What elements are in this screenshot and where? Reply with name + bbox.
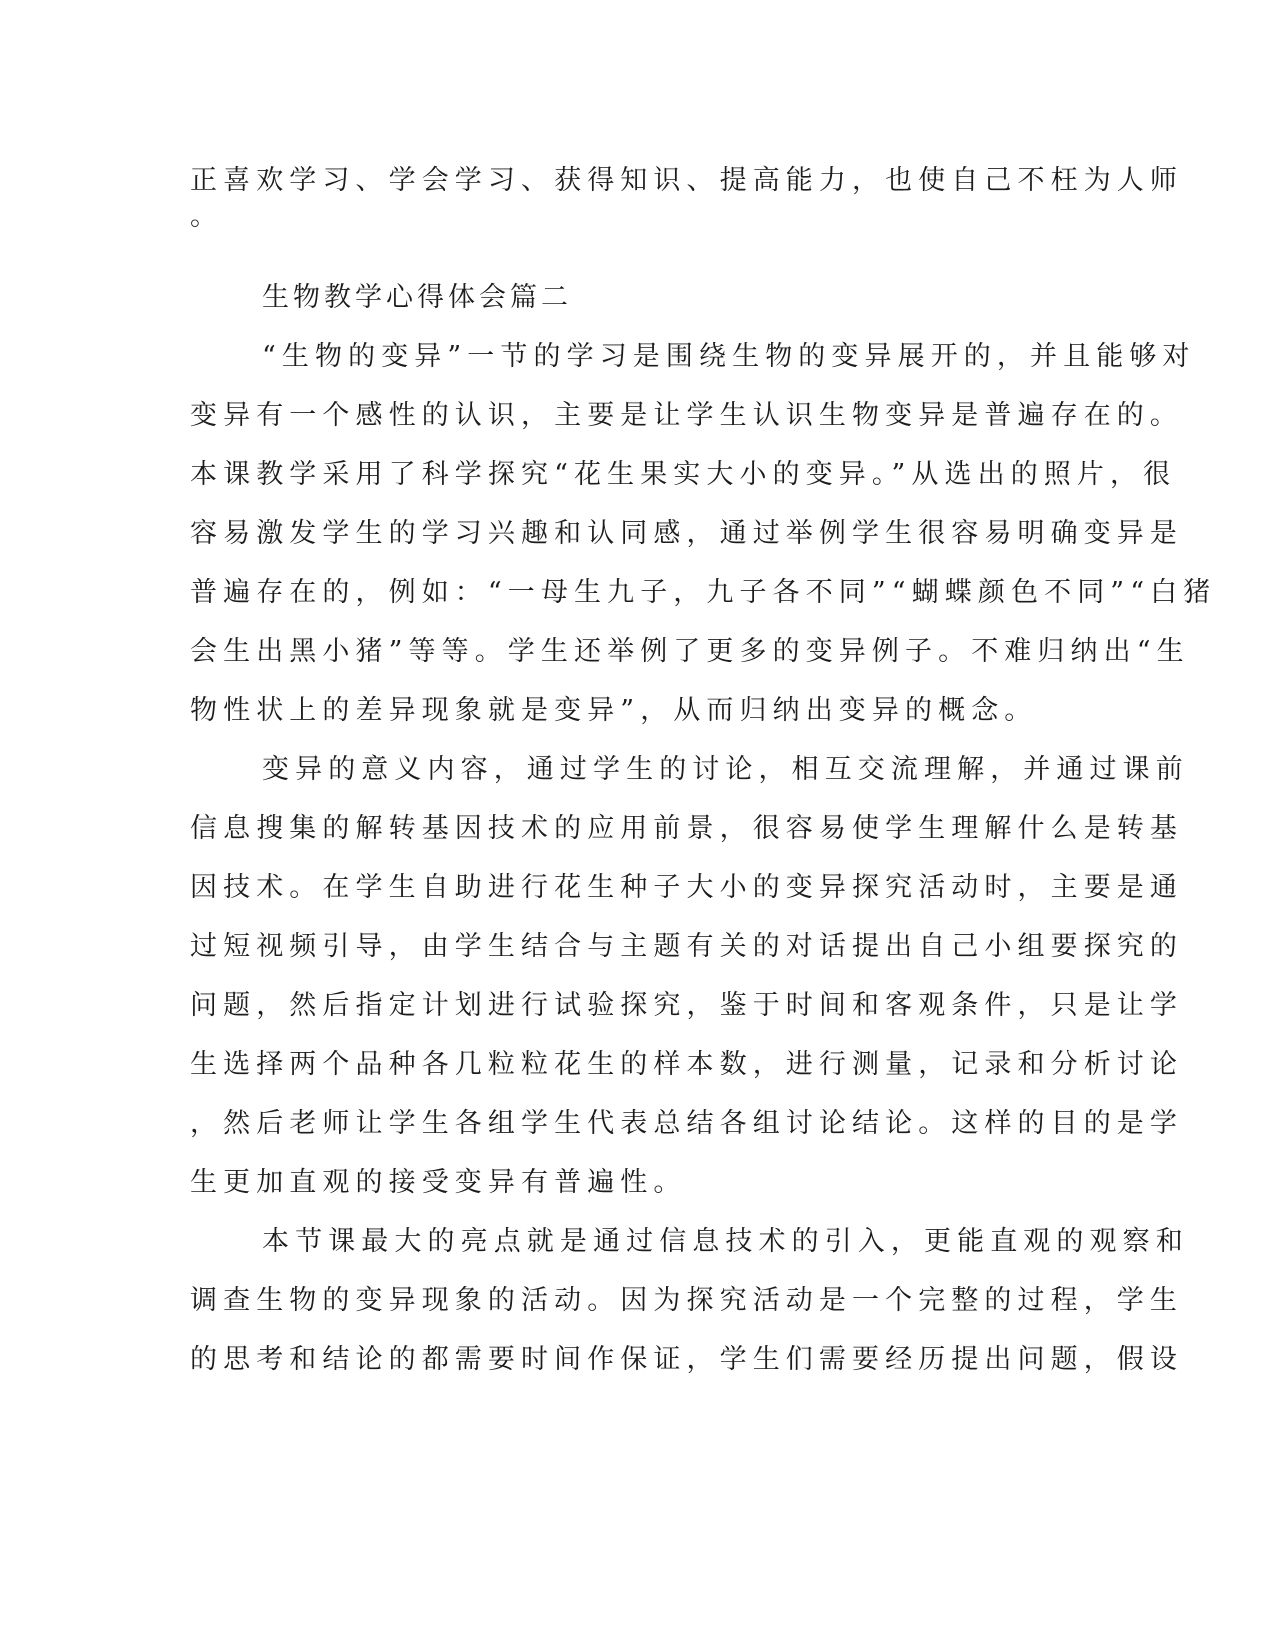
body-text-line: 容易激发学生的学习兴趣和认同感，通过举例学生很容易明确变异是 [190,518,1183,549]
body-text-line: 生更加直观的接受变异有普遍性。 [190,1167,687,1198]
body-text-line: 。 [190,201,224,232]
section-heading: 生物教学心得体会篇二 [262,282,572,313]
body-text-line: 本节课最大的亮点就是通过信息技术的引入，更能直观的观察和 [262,1226,1189,1257]
body-text-line: 变异有一个感性的认识，主要是让学生认识生物变异是普遍存在的。 [190,400,1183,431]
body-text-line: 因技术。在学生自助进行花生种子大小的变异探究活动时，主要是通 [190,872,1183,903]
body-text-line: ，然后老师让学生各组学生代表总结各组讨论结论。这样的目的是学 [190,1108,1183,1139]
body-text-line: 正喜欢学习、学会学习、获得知识、提高能力，也使自己不枉为人师 [190,165,1183,196]
body-text-line: 信息搜集的解转基因技术的应用前景，很容易使学生理解什么是转基 [190,813,1183,844]
body-text-line: 调查生物的变异现象的活动。因为探究活动是一个完整的过程，学生 [190,1285,1183,1316]
body-text-line: 物性状上的差异现象就是变异”，从而归纳出变异的概念。 [190,695,1038,726]
body-text-line: 普遍存在的，例如：“一母生九子，九子各不同”“蝴蝶颜色不同”“白猪 [190,577,1217,608]
body-text-line: 生选择两个品种各几粒粒花生的样本数，进行测量，记录和分析讨论 [190,1049,1183,1080]
body-text-line: 变异的意义内容，通过学生的讨论，相互交流理解，并通过课前 [262,754,1189,785]
body-text-line: 过短视频引导，由学生结合与主题有关的对话提出自己小组要探究的 [190,931,1183,962]
body-text-line: 本课教学采用了科学探究“花生果实大小的变异。”从选出的照片，很 [190,459,1177,490]
body-text-line: 的思考和结论的都需要时间作保证，学生们需要经历提出问题，假设 [190,1344,1183,1375]
body-text-line: “生物的变异”一节的学习是围绕生物的变异展开的，并且能够对 [262,341,1196,372]
body-text-line: 会生出黑小猪”等等。学生还举例了更多的变异例子。不难归纳出“生 [190,636,1190,667]
body-text-line: 问题，然后指定计划进行试验探究，鉴于时间和客观条件，只是让学 [190,990,1183,1021]
